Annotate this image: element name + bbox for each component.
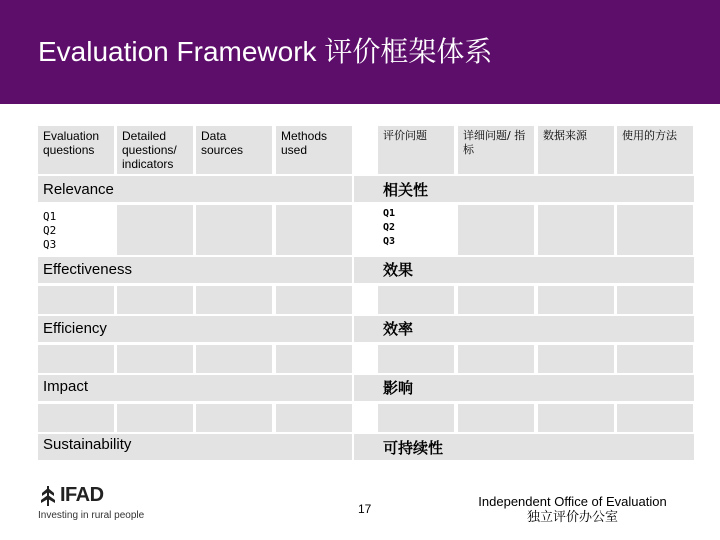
table-cell xyxy=(538,345,614,373)
wheat-emblem-icon xyxy=(38,484,58,508)
col-header-data-sources: Data sources xyxy=(196,126,272,174)
table-cell xyxy=(458,345,534,373)
table-cell xyxy=(378,345,454,373)
col-header-detailed-questions: Detailed questions/ indicators xyxy=(117,126,193,174)
col-header-cn-data-sources: 数据来源 xyxy=(538,126,614,174)
col-header-methods-used: Methods used xyxy=(276,126,352,174)
section-label-cn-impact: 影响 xyxy=(383,379,414,397)
logo-tagline: Investing in rural people xyxy=(38,510,145,521)
table-cell xyxy=(276,205,352,255)
col-header-cn-detailed-questions: 详细问题/ 指标 xyxy=(458,126,534,174)
section-label-cn-efficiency: 效率 xyxy=(383,320,414,338)
table-cell xyxy=(538,286,614,314)
table-cell xyxy=(458,404,534,432)
table-cell xyxy=(538,404,614,432)
table-cell xyxy=(617,404,693,432)
table-cell xyxy=(617,345,693,373)
col-header-cn-evaluation-questions: 评价问题 xyxy=(378,126,454,174)
table-cell xyxy=(38,345,114,373)
table-cell xyxy=(196,205,272,255)
page-number: 17 xyxy=(358,502,372,516)
office-name-en: Independent Office of Evaluation xyxy=(478,494,667,509)
table-cell xyxy=(458,286,534,314)
table-cell xyxy=(276,286,352,314)
col-header-cn-methods-used: 使用的方法 xyxy=(617,126,693,174)
office-name-cn: 独立评价办公室 xyxy=(526,510,618,525)
table-cell xyxy=(458,205,534,255)
table-cell xyxy=(617,286,693,314)
table-cell xyxy=(38,286,114,314)
title-banner xyxy=(0,0,720,104)
logo-wordmark: IFAD xyxy=(60,484,104,506)
page-title: Evaluation Framework 评价框架体系 xyxy=(38,36,493,67)
table-cell xyxy=(117,345,193,373)
section-label-relevance: Relevance xyxy=(38,176,352,202)
table-cell xyxy=(617,205,693,255)
section-label-efficiency: Efficiency xyxy=(38,316,352,342)
section-label-sustainability: Sustainability xyxy=(38,434,352,460)
table-cell xyxy=(378,404,454,432)
section-label-cn-effectiveness: 效果 xyxy=(383,261,414,279)
section-label-impact: Impact xyxy=(38,375,352,401)
table-cell xyxy=(117,205,193,255)
table-cell xyxy=(38,404,114,432)
table-cell xyxy=(196,286,272,314)
section-label-effectiveness: Effectiveness xyxy=(38,257,352,283)
table-cell xyxy=(276,404,352,432)
table-cell xyxy=(276,345,352,373)
questions-list-relevance: Q1 Q2 Q3 xyxy=(43,210,57,251)
section-label-cn-relevance: 相关性 xyxy=(383,181,429,199)
table-cell xyxy=(196,345,272,373)
table-cell xyxy=(538,205,614,255)
col-header-evaluation-questions: Evaluation questions xyxy=(38,126,114,174)
table-cell xyxy=(117,404,193,432)
table-cell xyxy=(117,286,193,314)
table-cell xyxy=(196,404,272,432)
section-label-cn-sustainability: 可持续性 xyxy=(383,439,444,457)
office-name xyxy=(460,494,685,526)
table-cell xyxy=(378,286,454,314)
questions-list-cn-relevance: Q1 Q2 Q3 xyxy=(383,208,396,247)
